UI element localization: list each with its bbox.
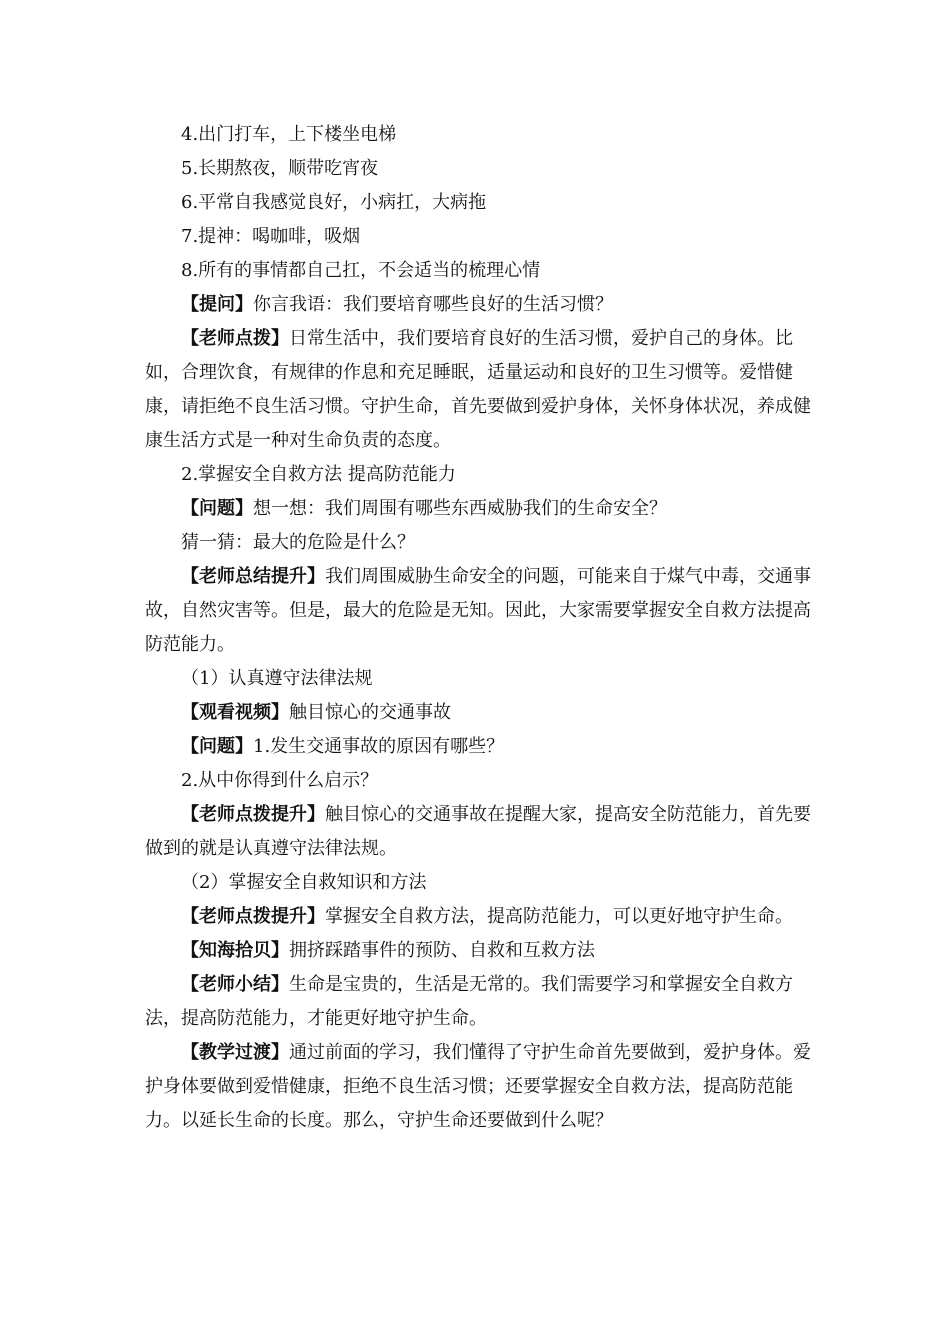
paragraph-teaching-transition	[145, 1036, 825, 1138]
paragraph-text: 我们周围威胁生命安全的问题，可能来自于煤气中毒，交通事故，自然灾害等。但是，最大的危险是无知。因此，大家需要掌握安全自救方法提高防范能力。	[145, 566, 811, 655]
paragraph-text: 触目惊心的交通事故在提醒大家，提高安全防范能力，首先要做到的就是认真遵守法律法规。	[145, 804, 811, 859]
section-tag: 【知海拾贝】	[181, 940, 289, 961]
paragraph-text: 触目惊心的交通事故	[289, 702, 451, 723]
section-tag: 【观看视频】	[181, 702, 289, 723]
paragraph-text: （1）认真遵守法律法规	[181, 668, 373, 689]
paragraph-question	[145, 288, 825, 322]
paragraph-text: 2.掌握安全自救方法 提高防范能力	[181, 464, 456, 485]
paragraph-text: 想一想：我们周围有哪些东西威胁我们的生命安全？	[253, 498, 667, 519]
paragraph-guess	[145, 526, 825, 560]
section-heading-2	[145, 458, 825, 492]
paragraph-text: 6.平常自我感觉良好，小病扛，大病拖	[181, 192, 487, 213]
section-tag: 【老师点拨】	[181, 328, 289, 349]
list-item-habit-5	[145, 152, 825, 186]
paragraph-text: 4.出门打车，上下楼坐电梯	[181, 124, 397, 145]
paragraph-text: 拥挤踩踏事件的预防、自救和互救方法	[289, 940, 595, 961]
paragraph-text: 1.发生交通事故的原因有哪些？	[253, 736, 505, 757]
paragraph-teacher-summary	[145, 560, 825, 662]
paragraph-knowledge-shells	[145, 934, 825, 968]
paragraph-watch-video	[145, 696, 825, 730]
paragraph-problem	[145, 492, 825, 526]
list-item-habit-8	[145, 254, 825, 288]
paragraph-text: 5.长期熬夜，顺带吃宵夜	[181, 158, 379, 179]
section-tag: 【问题】	[181, 736, 253, 757]
section-tag: 【老师点拨提升】	[181, 906, 325, 927]
paragraph-problem-1	[145, 730, 825, 764]
paragraph-teacher-guidance-2	[145, 798, 825, 866]
document-body	[145, 118, 825, 1138]
paragraph-problem-2	[145, 764, 825, 798]
paragraph-text: （2）掌握安全自救知识和方法	[181, 872, 427, 893]
paragraph-teacher-guidance-3	[145, 900, 825, 934]
paragraph-text: 日常生活中，我们要培育良好的生活习惯，爱护自己的身体。比如，合理饮食，有规律的作息和充足睡眠，适量运动和良好的卫生习惯等。爱惜健康，请拒绝不良生活习惯。守护生命，首先要做到爱护身体，关怀身体状况，养成健康生活方式是一种对生命负责的态度。	[145, 328, 811, 451]
section-tag: 【老师点拨提升】	[181, 804, 325, 825]
section-tag: 【老师小结】	[181, 974, 289, 995]
paragraph-text: 猜一猜：最大的危险是什么？	[181, 532, 415, 553]
paragraph-teacher-guidance	[145, 322, 825, 458]
paragraph-teacher-conclusion	[145, 968, 825, 1036]
section-tag: 【提问】	[181, 294, 253, 315]
paragraph-text: 你言我语：我们要培育哪些良好的生活习惯？	[253, 294, 613, 315]
paragraph-text: 掌握安全自救方法，提高防范能力，可以更好地守护生命。	[325, 906, 793, 927]
paragraph-text: 通过前面的学习，我们懂得了守护生命首先要做到，爱护身体。爱护身体要做到爱惜健康，拒绝不良生活习惯；还要掌握安全自救方法，提高防范能力。以延长生命的长度。那么，守护生命还要做到什么呢？	[145, 1042, 811, 1131]
paragraph-text: 8.所有的事情都自己扛，不会适当的梳理心情	[181, 260, 541, 281]
paragraph-text: 生命是宝贵的，生活是无常的。我们需要学习和掌握安全自救方法，提高防范能力，才能更好地守护生命。	[145, 974, 793, 1029]
subsection-heading-2	[145, 866, 825, 900]
paragraph-text: 7.提神：喝咖啡，吸烟	[181, 226, 361, 247]
section-tag: 【教学过渡】	[181, 1042, 289, 1063]
section-tag: 【问题】	[181, 498, 253, 519]
list-item-habit-4	[145, 118, 825, 152]
paragraph-text: 2.从中你得到什么启示？	[181, 770, 379, 791]
list-item-habit-7	[145, 220, 825, 254]
subsection-heading-1	[145, 662, 825, 696]
list-item-habit-6	[145, 186, 825, 220]
section-tag: 【老师总结提升】	[181, 566, 325, 587]
